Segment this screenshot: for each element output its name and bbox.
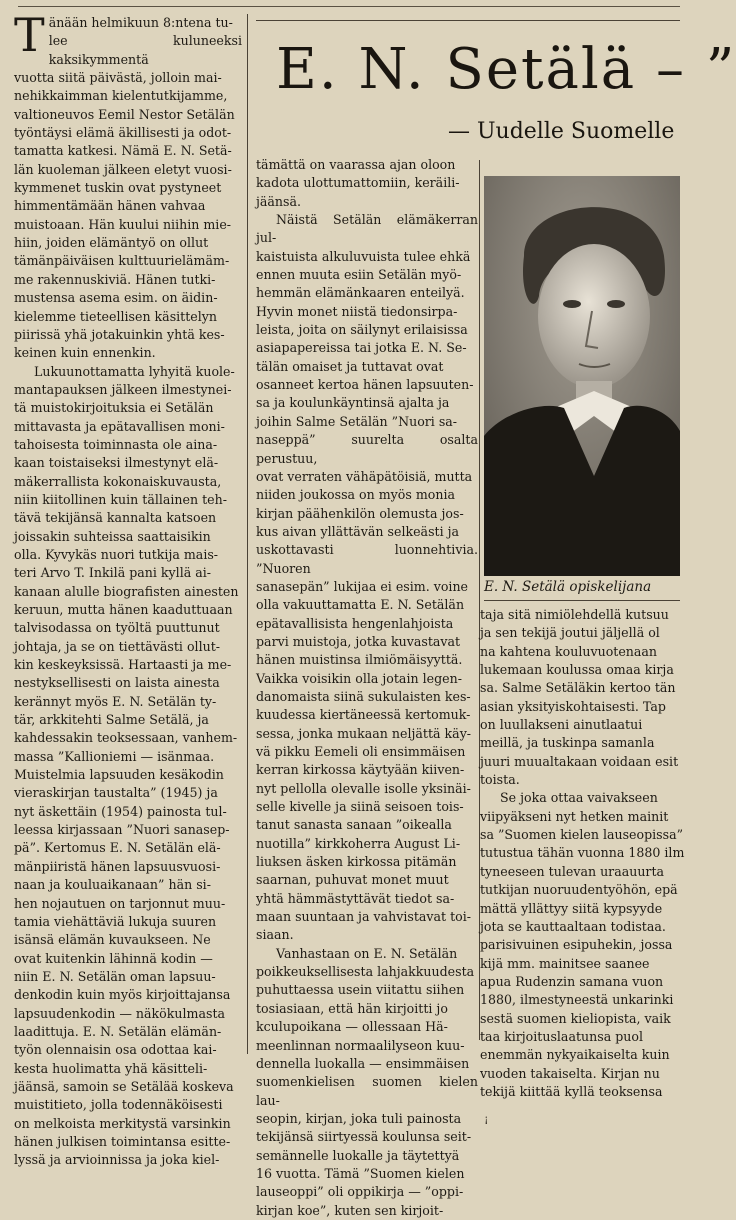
text-line: naseppä” suurelta osalta perustuu, [256,432,478,466]
text-line: leessa kirjassaan ”Nuori sanasep- [14,822,230,838]
text-line: vuotta siitä päivästä, jolloin mai- [14,70,222,86]
text-line: sessa, jonka mukaan neljättä käy- [256,725,472,741]
text-line: työn olennaisin osa odottaa kai- [14,1042,217,1058]
text-line: Muistelmia lapsuuden kesäkodin [14,767,224,783]
text-line: osanneet kertoa hänen lapsuuten- [256,377,474,393]
text-line: viipyäkseni nyt hetken mainit [480,808,669,824]
text-line: sanasepän” lukijaa ei esim. voine [256,578,469,594]
text-line: siaan. [256,927,294,943]
text-line: olla. Kyvykäs nuori tutkija mais- [14,546,219,562]
text-line: kijä mm. mainitsee saanee [480,955,650,971]
text-line: kirjan päähenkilön olemusta jos- [256,505,464,521]
text-line: kin keskeyksissä. Hartaasti ja me- [14,657,232,673]
text-line: nyt pellolla olevalle isolle yksinäi- [256,780,471,796]
subheadline: — Uudelle Suomelle [448,119,675,144]
text-line: nyt äskettäin (1954) painosta tul- [14,803,227,819]
text-line: mättä yllättyy siitä kypsyyde [480,900,663,916]
text-line: jäänsä. [256,193,302,209]
text-line: kaan toistaiseksi ilmestynyt elä- [14,455,219,471]
top-rule [18,6,680,7]
text-line: Vaikka voisikin olla jotain legen- [256,670,462,686]
text-line: toista. [480,772,520,788]
text-line: laadittuja. E. N. Setälän elämän- [14,1023,222,1039]
text-line: nestyksellisesti on laista ainesta [14,675,220,691]
text-line: massa ”Kallioniemi — isänmaa. [14,748,215,764]
paragraph [480,789,685,1101]
text-line: asiapapereissa tai jotka E. N. Se- [256,340,467,356]
headline-rule [256,20,680,21]
text-line: muistitieto, jolla todennäköisesti [14,1097,223,1113]
text-line: parisivuinen esipuhekin, jossa [480,937,673,953]
text-line: ovat verraten vähäpätöisiä, mutta [256,468,473,484]
text-line: tävä tekijänsä kannalta katsoen [14,510,217,526]
portrait-photo [484,176,680,576]
text-line: na kahtena kouluvuotenaan [480,643,658,659]
text-line: ennen muuta esiin Setälän myö- [256,267,462,283]
text-line: on luullakseni ainutlaatui [480,717,643,733]
text-line: mantapauksen jälkeen ilmestynei- [14,381,232,397]
article-column-1 [14,8,242,1170]
text-line: kahdessakin teoksessaan, vanhem- [14,730,238,746]
text-line: vuoden takaiselta. Kirjan nu [480,1065,660,1081]
text-line: kus aivan yllättävän selkeästi ja [256,523,460,539]
paragraph [256,945,478,1220]
text-line: Lukuunottamatta lyhyitä kuole- [34,363,235,379]
text-line: mittavasta ja epätavallisen moni- [14,418,225,434]
text-line: vieraskirjan taustalta” (1945) ja [14,785,218,801]
text-line: tanut sanasta sanaan ”oikealla [256,817,452,833]
text-line: lukemaan koulussa omaa kirja [480,662,674,678]
text-line: piirissä yhä jotakuinkin yhtä kes- [14,326,225,342]
text-line: hiin, joiden elämäntyö on ollut [14,235,209,251]
text-line: semännelle luokalle ja täytettyä [256,1147,460,1163]
text-line: tälän omaiset ja tuttavat ovat [256,358,444,374]
text-line: suomenkielisen suomen kielen lau- [256,1074,478,1108]
text-line: tämänpäiväisen kulttuurielämäm- [14,253,230,269]
text-line: valtioneuvos Eemil Nestor Setälän [14,106,235,122]
article-column-2 [256,156,478,1220]
text-line: sa ”Suomen kielen lauseopissa” [480,827,684,843]
text-line: Se joka ottaa vaivakseen [500,790,658,806]
text-line: asian yksityiskohtaisesti. Tap [480,698,666,714]
text-line: nehikkaimman kielentutkijamme, [14,88,228,104]
text-line: saarnan, puhuvat monet muut [256,872,449,888]
text-line: enemmän nykyaikaiselta kuin [480,1047,670,1063]
text-line: tämättä on vaarassa ajan oloon [256,157,456,172]
text-line: ja sen tekijä joutui jäljellä ol [480,625,660,641]
text-line: lauseoppi” oli oppikirja — ”oppi- [256,1184,464,1200]
text-line: niin kiitollinen kuin tällainen teh- [14,491,227,507]
text-line: sestä suomen kieliopista, vaik [480,1010,671,1026]
text-line: työntäysi elämä äkillisesti ja odot- [14,125,232,141]
text-line: hänen muistinsa ilmiömäisyyttä. [256,652,463,668]
text-line: seopin, kirjan, joka tuli painosta [256,1110,462,1126]
text-line: dennella luokalla — ensimmäisen [256,1055,470,1071]
text-line: puhuttaessa usein viitattu siihen [256,982,465,998]
text-line: mustensa asema esim. on äidin- [14,290,218,306]
text-line: meenlinnan normaalilyseon kuu- [256,1037,465,1053]
text-line: keruun, mutta hänen kaaduttuaan [14,602,233,617]
text-line: teri Arvo T. Inkilä pani kyllä ai- [14,565,212,581]
text-line: tyneeseen tulevan uraauurta [480,863,665,879]
text-line: kerran kirkossa käytyään kiiven- [256,762,465,778]
text-line: denkodin kuin myös kirjoittajansa [14,987,231,1003]
portrait-image [484,176,680,576]
text-line: joihin Salme Setälän ”Nuori sa- [256,413,458,429]
text-line: olla vakuuttamatta E. N. Setälän [256,597,465,613]
text-line: tamatta katkesi. Nämä E. N. Setä- [14,143,232,159]
text-line: me rakennuskiviä. Hänen tutki- [14,271,216,287]
text-line: tär, arkkitehti Salme Setälä, ja [14,712,209,728]
text-line: tahoisesta toiminnasta ole aina- [14,436,218,452]
headline: E. N. Setälä – ” [276,37,736,102]
text-line: tosiasiaan, että hän kirjoitti jo [256,1000,448,1016]
text-line: niin E. N. Setälän oman lapsuu- [14,968,216,984]
text-line: poikkeuksellisesta lahjakkuudesta [256,964,475,980]
article-column-3 [480,606,685,1101]
text-line: talvisodassa on työltä puuttunut [14,620,220,636]
text-line: sa ja koulunkäyntinsä ajalta ja [256,395,450,411]
text-line: danomaista siinä sukulaisten kes- [256,688,471,704]
text-line: tä muistokirjoituksia ei Setälän [14,400,214,416]
text-line: muistoaan. Hän kuului niihin mie- [14,216,232,232]
text-line: yhtä hämmästyttävät tiedot sa- [256,890,455,906]
text-line: kymmenet tuskin ovat pystyneet [14,180,222,196]
text-line: kesta huolimatta yhä käsitteli- [14,1060,208,1076]
text-line: jota se kauttaaltaan todistaa. [480,918,666,934]
text-line: tutustua tähän vuonna 1880 ilm [480,845,685,861]
text-line: taja sitä nimiölehdellä kutsuu [480,607,669,622]
column-rule [247,14,248,1054]
text-line: juuri muualtakaan voidaan esit [480,753,679,769]
text-line: hemmän elämänkaaren enteilyä. [256,285,465,301]
text-line: on melkoista merkitystä varsinkin [14,1115,231,1131]
text-line: selle kivelle ja siinä seisoen tois- [256,799,464,815]
ink-mark: ꜟ [484,1108,489,1129]
text-line: tekijänsä siirtyessä koulunsa seit- [256,1129,472,1145]
text-line: jäänsä, samoin se Setälää koskeva [14,1078,234,1094]
text-line: lapsuudenkodin — näkökulmasta [14,1005,226,1021]
paragraph [14,363,242,1170]
text-line: maan suuntaan ja vahvistavat toi- [256,909,471,925]
text-line: 16 vuotta. Tämä ”Suomen kielen [256,1165,465,1181]
text-line: keinen kuin ennenkin. [14,345,156,361]
text-line: Hyvin monet niistä tiedonsirpa- [256,303,458,319]
text-line: liuksen äsken kirkossa pitämän [256,854,457,870]
paragraph [256,156,478,211]
text-line: kanaan alulle biografisten ainesten [14,583,239,599]
text-line: kirjan koe”, kuten sen kirjoit- [256,1202,444,1218]
text-line: kaistuista alkuluvuista tulee ehkä [256,248,471,264]
text-line: parvi muistoja, jotka kuvastavat [256,633,461,649]
caption-rule [484,600,680,601]
text-line: uskottavasti luonnehtivia. ”Nuoren [256,542,478,576]
text-line: kerännyt myös E. N. Setälän ty- [14,693,217,709]
photo-caption: E. N. Setälä opiskelijana [484,579,652,595]
text-line: joissakin suhteissa saattaisikin [14,528,211,544]
drop-cap: T [14,8,45,62]
text-line: mänpiiristä hänen lapsuusvuosi- [14,858,221,874]
text-line: naan ja kouluaikanaan” hän si- [14,877,211,893]
text-line: taa kirjoituslaatunsa puol [480,1028,643,1044]
text-line: hen nojautuen on tarjonnut muu- [14,895,226,911]
text-line: hänen julkisen toimintansa esitte- [14,1133,231,1149]
text-line: lee kuluneeksi kaksikymmentä [48,33,242,67]
text-line: Näistä Setälän elämäkerran jul- [256,212,478,246]
text-line: kculupoikana — ollessaan Hä- [256,1019,448,1035]
text-line: änään helmikuun 8:ntena tu- [48,15,233,30]
paragraph [480,606,680,789]
text-line: lyssä ja arvioinnissa ja joka kiel- [14,1152,220,1168]
text-line: meillä, ja tuskinpa samanla [480,735,655,751]
text-line: himmentämään hänen vahvaa [14,198,206,214]
text-line: johtaja, ja se on tiettävästi ollut- [14,638,221,654]
text-line: kadota ulottumattomiin, keräili- [256,175,460,191]
text-line: epätavallisista hengenlahjoista [256,615,454,631]
text-line: nuotilla” kirkkoherra August Li- [256,835,461,851]
text-line: tutkijan nuoruudentyöhön, epä [480,882,678,898]
text-line: ovat kuitenkin lähinnä kodin — [14,950,213,966]
text-line: sa. Salme Setäläkin kertoo tän [480,680,676,696]
text-line: isänsä elämän kuvaukseen. Ne [14,932,211,948]
text-line: mäkerrallista kokonaiskuvausta, [14,473,222,489]
text-line: län kuoleman jälkeen eletyt vuosi- [14,161,232,177]
paragraph [14,8,242,363]
paragraph [256,211,478,945]
text-line: apua Rudenzin samana vuon [480,973,664,989]
text-line: vä pikku Eemeli oli ensimmäisen [256,744,466,759]
text-line: Vanhastaan on E. N. Setälän [276,945,458,961]
text-line: kuudessa kiertäneessä kertomuk- [256,707,471,723]
text-line: tamia viehättäviä lukuja suuren [14,913,217,929]
text-line: tekijä kiittää kyllä teoksensa [480,1083,663,1099]
text-line: niiden joukossa on myös monia [256,487,456,503]
text-line: pä”. Kertomus E. N. Setälän elä- [14,840,221,856]
text-line: kielemme tieteellisen käsittelyn [14,308,218,324]
text-line: leista, joita on säilynyt erilaisissa [256,322,468,338]
text-line: 1880, ilmestyneestä unkarinki [480,992,674,1008]
